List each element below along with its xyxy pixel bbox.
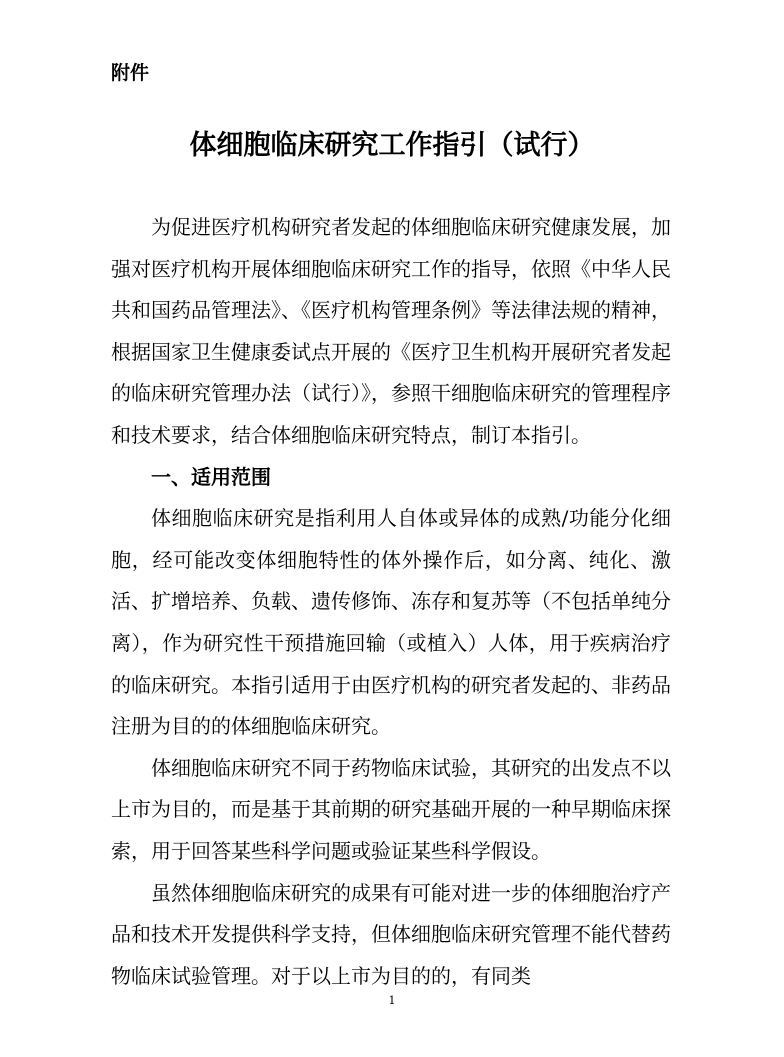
- page-number: 1: [388, 994, 396, 1007]
- scope-paragraph-purpose: 体细胞临床研究不同于药物临床试验，其研究的出发点不以上市为目的，而是基于其前期的研究基础开展的一种早期临床探索，用于回答某些科学问题或验证某些科学假设。: [111, 755, 671, 863]
- scope-paragraph-definition: 体细胞临床研究是指利用人自体或异体的成熟/功能分化细胞，经可能改变体细胞特性的体外操作后，如分离、纯化、激活、扩增培养、负载、遗传修饰、冻存和复苏等（不包括单纯分离），作为研究性干预措施回输（或植入）人体，用于疾病治疗的临床研究。本指引适用于由医疗机构的研究者发起的、非药品注册为目的的体细胞临床研究。: [111, 506, 671, 739]
- scope-paragraph-management: 虽然体细胞临床研究的成果有可能对进一步的体细胞治疗产品和技术开发提供科学支持，但体细胞临床研究管理不能代替药物临床试验管理。对于以上市为目的的，有同类: [111, 880, 671, 988]
- attachment-label: 附件: [111, 62, 150, 84]
- intro-paragraph: 为促进医疗机构研究者发起的体细胞临床研究健康发展，加强对医疗机构开展体细胞临床研究工作的指导，依照《中华人民共和国药品管理法》、《医疗机构管理条例》等法律法规的精神，根据国家卫生健康委试点开展的《医疗卫生机构开展研究者发起的临床研究管理办法（试行）》，参照干细胞临床研究的管理程序和技术要求，结合体细胞临床研究特点，制订本指引。: [111, 215, 671, 447]
- document-body: [111, 207, 671, 997]
- section-heading-scope: 一、适用范围: [151, 464, 271, 489]
- document-title: 体细胞临床研究工作指引（试行）: [189, 130, 595, 161]
